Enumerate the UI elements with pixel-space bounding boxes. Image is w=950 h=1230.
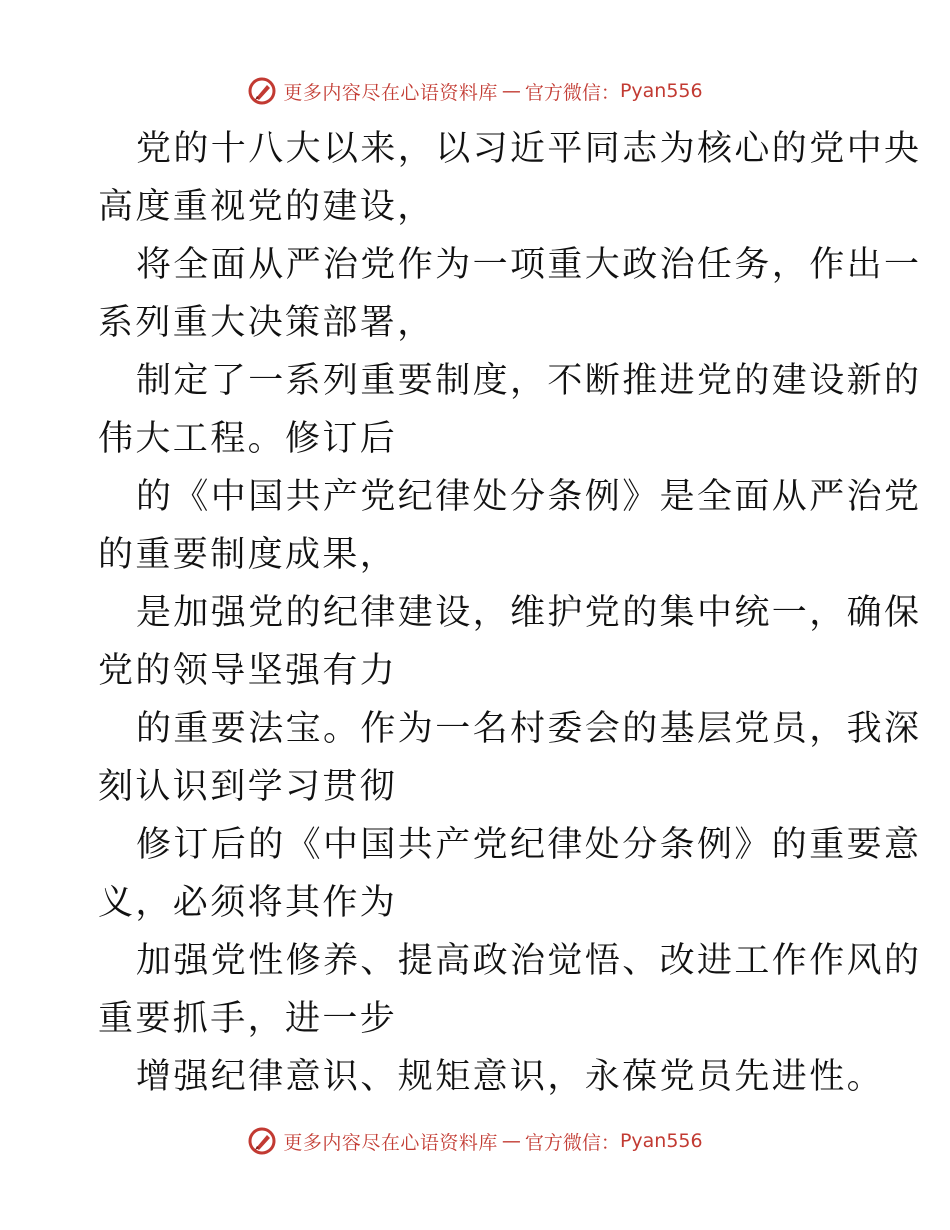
text-line: 的《中国共产党纪律处分条例》是全面从严治党 xyxy=(136,477,922,517)
text-line: 修订后的《中国共产党纪律处分条例》的重要意 xyxy=(136,825,922,865)
text-line: 制定了一系列重要制度，不断推进党的建设新的 xyxy=(136,361,922,401)
text-line: 的重要法宝。作为一名村委会的基层党员，我深 xyxy=(136,709,922,749)
text-line: 高度重视党的建设， xyxy=(98,187,435,227)
watermark-title: 更多内容尽在心语资料库 xyxy=(283,81,498,104)
header-watermark xyxy=(0,71,950,111)
text-line: 是加强党的纪律建设，维护党的集中统一，确保 xyxy=(136,593,922,633)
text-line: 系列重大决策部署， xyxy=(98,303,435,343)
text-line: 将全面从严治党作为一项重大政治任务，作出一 xyxy=(136,245,922,285)
text-line: 党的十八大以来，以习近平同志为核心的党中央 xyxy=(136,129,922,169)
text-line: 义，必须将其作为 xyxy=(98,883,398,923)
watermark-separator: — xyxy=(501,1130,521,1152)
watermark-title: 更多内容尽在心语资料库 xyxy=(283,1131,498,1154)
watermark-id: Pyan556 xyxy=(619,80,703,102)
watermark-id: Pyan556 xyxy=(619,1130,703,1152)
watermark-label: 官方微信： xyxy=(524,81,620,104)
pen-logo-icon xyxy=(247,76,277,106)
watermark-label: 官方微信： xyxy=(524,1131,620,1154)
text-line: 党的领导坚强有力 xyxy=(98,651,398,691)
text-line: 加强党性修养、提高政治觉悟、改进工作作风的 xyxy=(136,941,922,981)
watermark-separator: — xyxy=(501,80,521,102)
text-line: 刻认识到学习贯彻 xyxy=(98,767,398,807)
pen-logo-icon xyxy=(247,1126,277,1156)
document-body xyxy=(98,120,922,1106)
text-line: 的重要制度成果， xyxy=(98,535,398,575)
text-line: 增强纪律意识、规矩意识，永葆党员先进性。 xyxy=(136,1057,885,1097)
text-line: 重要抓手，进一步 xyxy=(98,999,398,1039)
text-line: 伟大工程。修订后 xyxy=(98,419,398,459)
footer-watermark xyxy=(0,1121,950,1161)
